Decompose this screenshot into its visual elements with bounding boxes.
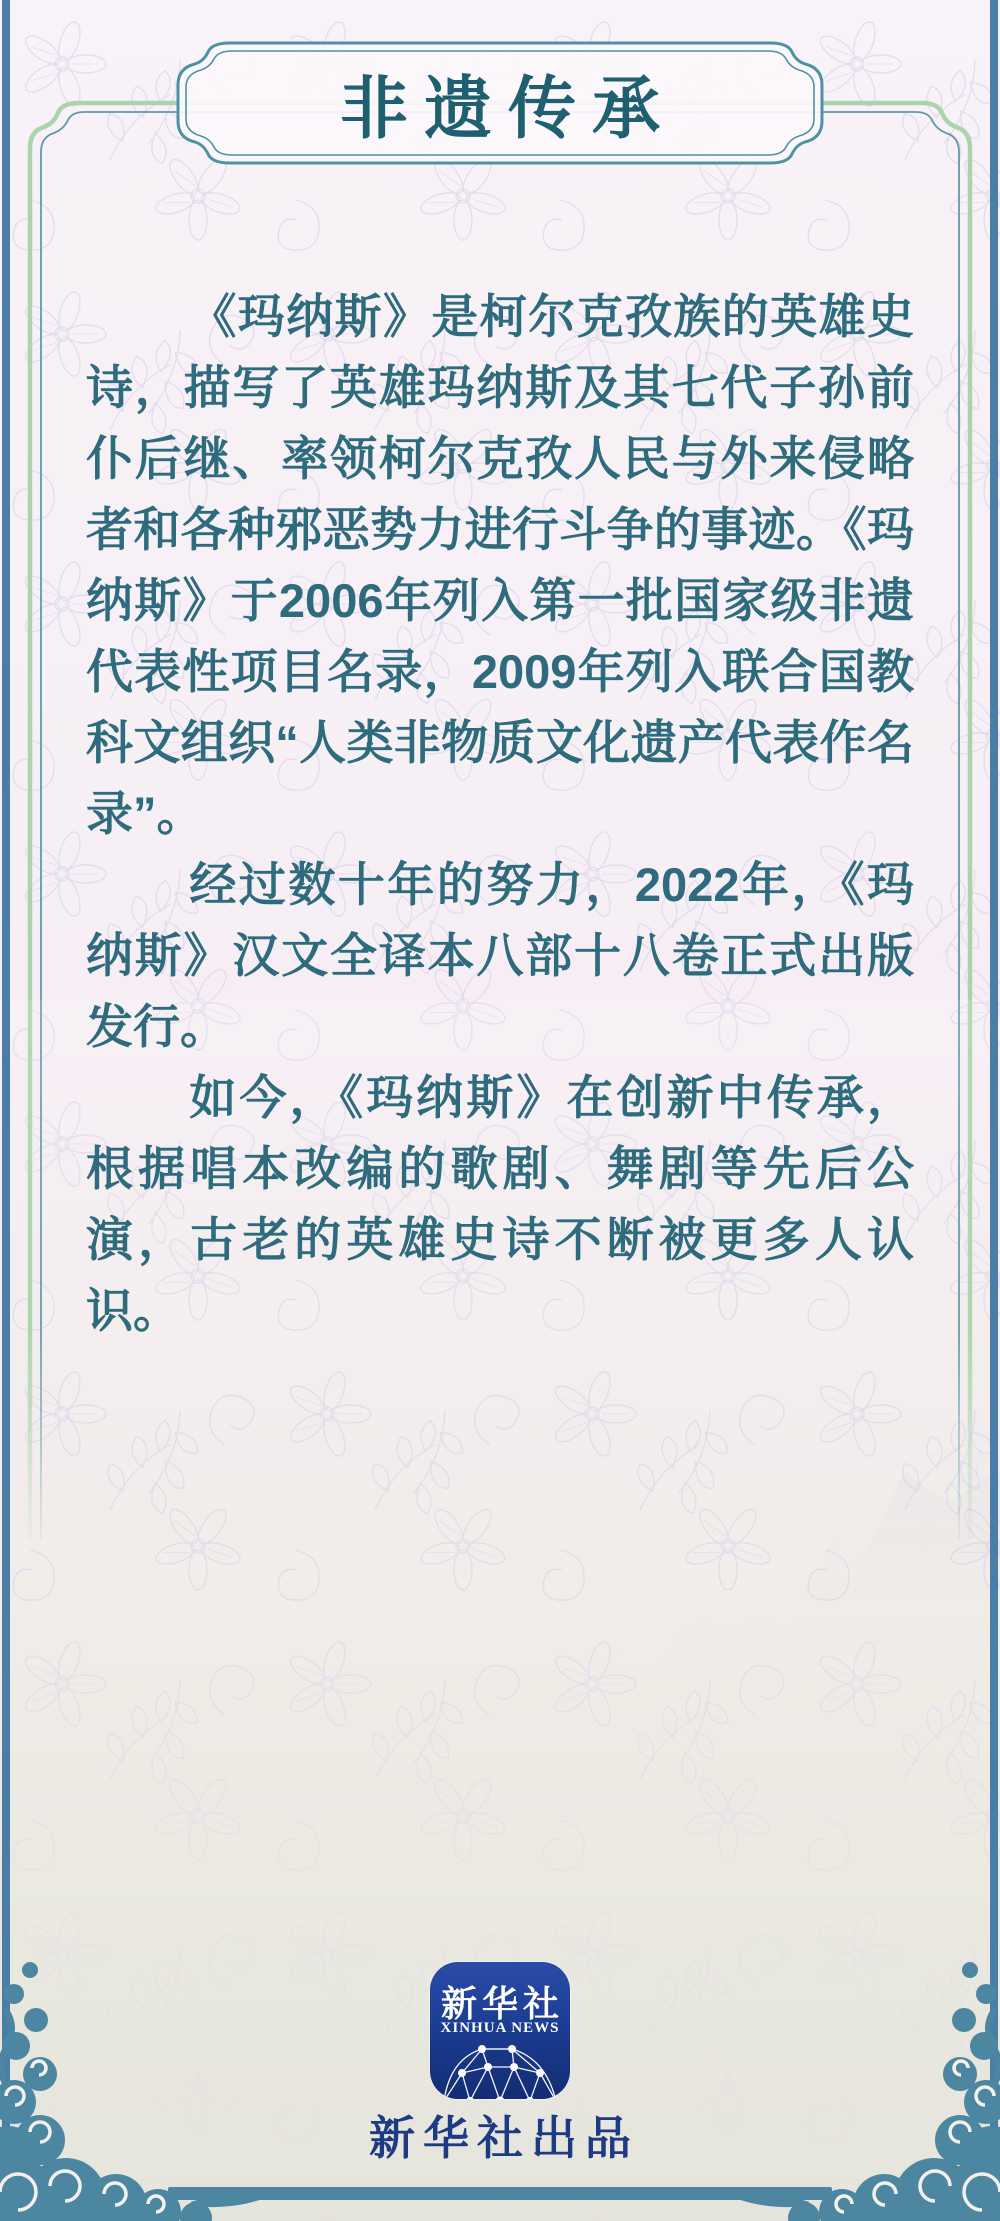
publisher-credit: 新华社出品 bbox=[369, 2112, 639, 2164]
cloud-ornament-left bbox=[0, 1962, 268, 2221]
right-edge-bar bbox=[990, 0, 998, 2221]
logo-english-text: XINHUA NEWS bbox=[440, 2020, 560, 2036]
cloud-ornament-right bbox=[732, 1962, 1000, 2221]
paragraph-1: 《玛纳斯》是柯尔克孜族的英雄史诗，描写了英雄玛纳斯及其七代子孙前仆后继、率领柯尔克孜人民与外来侵略者和各种邪恶势力进行斗争的事迹。《玛纳斯》于2006年列入第一批国家级非遗代表性项目名录，2009年列入联合国教科文组织“人类非物质文化遗产代表作名录”。 bbox=[86, 290, 914, 840]
bottom-divider-bar bbox=[168, 2187, 832, 2200]
title-plaque bbox=[170, 37, 830, 169]
paragraph-2: 经过数十年的努力，2022年，《玛纳斯》汉文全译本八部十八卷正式出版发行。 bbox=[86, 858, 914, 1053]
paragraph-3: 如今，《玛纳斯》在创新中传承，根据唱本改编的歌剧、舞剧等先后公演，古老的英雄史诗不断被更多人认识。 bbox=[86, 1071, 914, 1337]
article-body bbox=[86, 281, 914, 1346]
poster-title: 非遗传承 bbox=[339, 70, 676, 147]
logo-chinese-text: 新华社 bbox=[440, 1984, 564, 2024]
left-edge-bar bbox=[2, 0, 10, 2221]
cloud-ornaments bbox=[0, 1950, 1000, 2221]
